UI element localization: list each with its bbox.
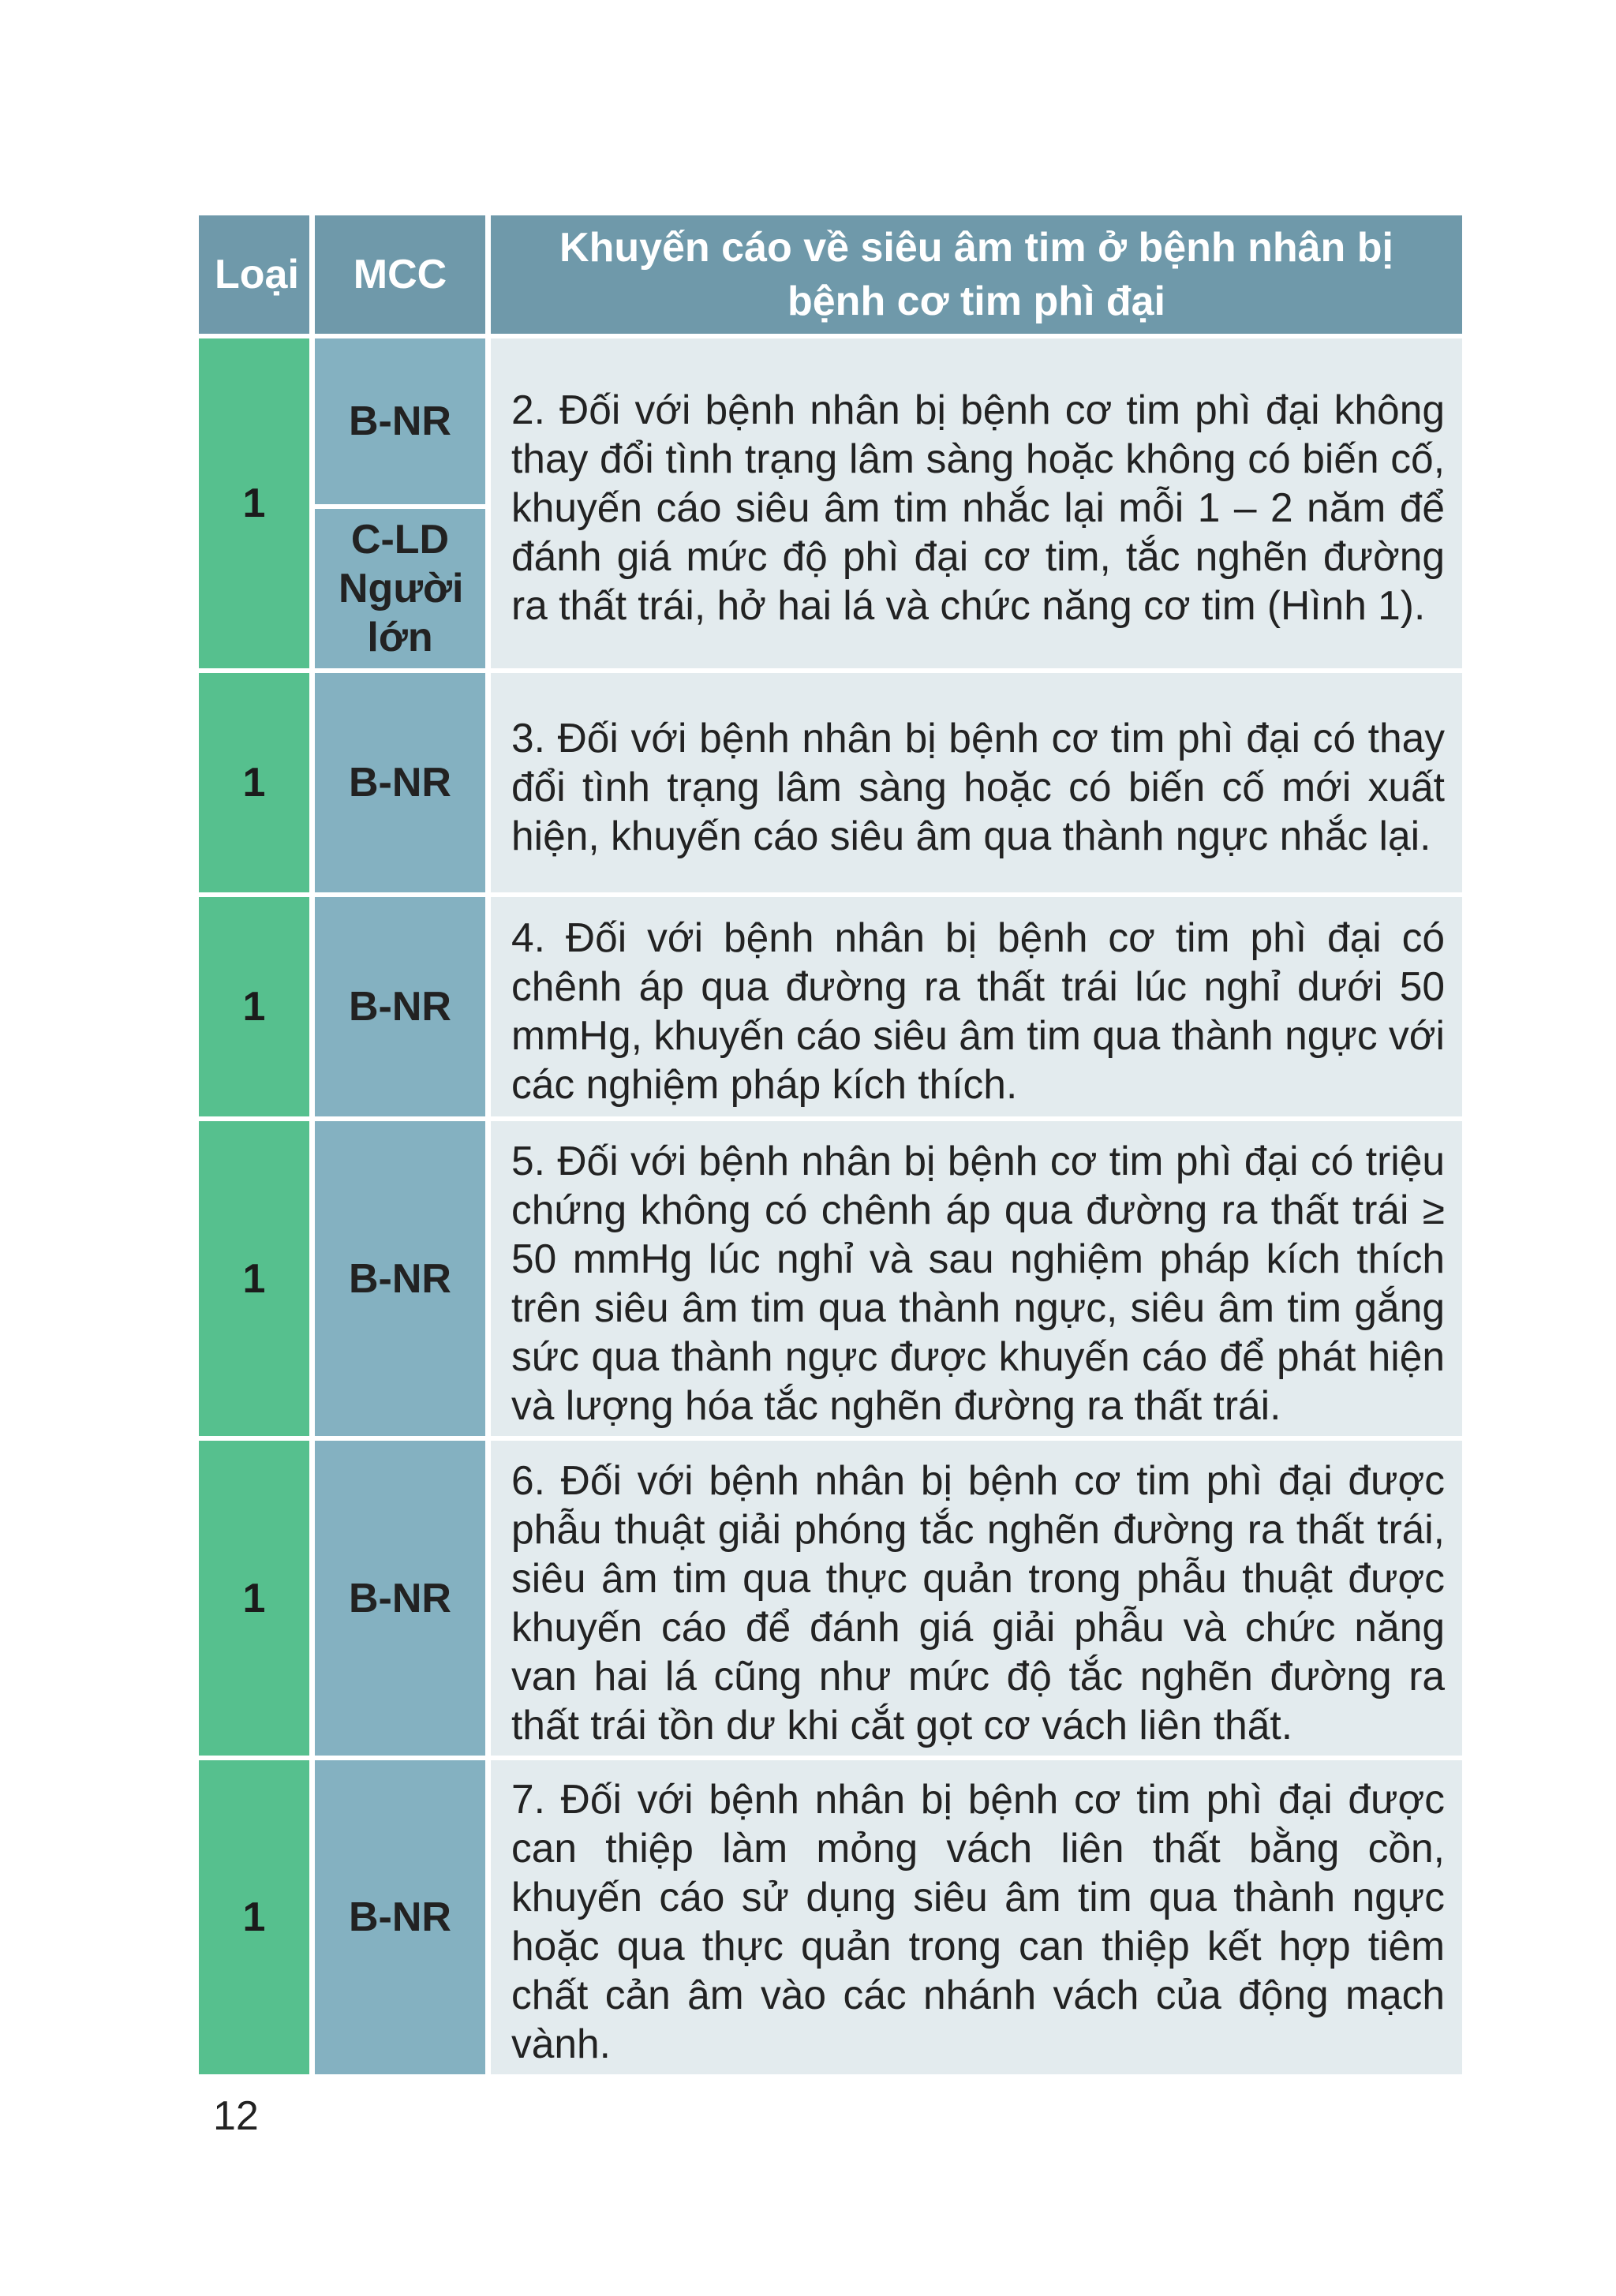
class-cell: 1	[199, 1121, 309, 1436]
loe-cell: C-LD Người lớn	[315, 509, 485, 668]
recommendation-cell: 7. Đối với bệnh nhân bị bệnh cơ tim phì đại được can thiệp làm mỏng vách liên thất bằng cồn, khuyến cáo sử dụng siêu âm tim qua thành ngực hoặc qua thực quản trong can thiệp kết hợp tiêm chất cản âm vào các nhánh vách của động mạch vành.	[491, 1760, 1462, 2074]
loe-cell: B-NR	[315, 338, 485, 504]
class-cell: 1	[199, 1760, 309, 2074]
recommendation-table	[193, 211, 1468, 2079]
page-number: 12	[213, 2093, 259, 2139]
table-row	[199, 1441, 1462, 1756]
loe-cell: B-NR	[315, 897, 485, 1116]
header-class: Loại	[199, 215, 309, 334]
class-cell: 1	[199, 673, 309, 892]
recommendation-cell: 5. Đối với bệnh nhân bị bệnh cơ tim phì đại có triệu chứng không có chênh áp qua đường ra thất trái ≥ 50 mmHg lúc nghỉ và sau nghiệm pháp kích thích trên siêu âm tim qua thành ngực, siêu âm tim gắng sức qua thành ngực được khuyến cáo để phát hiện và lượng hóa tắc nghẽn đường ra thất trái.	[491, 1121, 1462, 1436]
loe-cell: B-NR	[315, 1121, 485, 1436]
recommendation-cell: 3. Đối với bệnh nhân bị bệnh cơ tim phì đại có thay đổi tình trạng lâm sàng hoặc có biến cố mới xuất hiện, khuyến cáo siêu âm qua thành ngực nhắc lại.	[491, 673, 1462, 892]
recommendation-cell: 4. Đối với bệnh nhân bị bệnh cơ tim phì đại có chênh áp qua đường ra thất trái lúc nghỉ dưới 50 mmHg, khuyến cáo siêu âm tim qua thành ngực với các nghiệm pháp kích thích.	[491, 897, 1462, 1116]
loe-cell: B-NR	[315, 1441, 485, 1756]
table-row	[199, 338, 1462, 504]
table-row	[199, 673, 1462, 892]
table-row	[199, 1760, 1462, 2074]
table-header-row	[199, 215, 1462, 334]
class-cell: 1	[199, 338, 309, 668]
table-row	[199, 1121, 1462, 1436]
header-recommendation: Khuyến cáo về siêu âm tim ở bệnh nhân bị bệnh cơ tim phì đại	[491, 215, 1462, 334]
loe-cell: B-NR	[315, 1760, 485, 2074]
table-row	[199, 897, 1462, 1116]
class-cell: 1	[199, 1441, 309, 1756]
header-loe: MCC	[315, 215, 485, 334]
recommendation-cell: 2. Đối với bệnh nhân bị bệnh cơ tim phì đại không thay đổi tình trạng lâm sàng hoặc không có biến cố, khuyến cáo siêu âm tim nhắc lại mỗi 1 – 2 năm để đánh giá mức độ phì đại cơ tim, tắc nghẽn đường ra thất trái, hở hai lá và chức năng cơ tim (Hình 1).	[491, 338, 1462, 668]
class-cell: 1	[199, 897, 309, 1116]
loe-cell: B-NR	[315, 673, 485, 892]
recommendation-cell: 6. Đối với bệnh nhân bị bệnh cơ tim phì đại được phẫu thuật giải phóng tắc nghẽn đường ra thất trái, siêu âm tim qua thực quản trong phẫu thuật được khuyến cáo để đánh giá giải phẫu và chức năng van hai lá cũng như mức độ tắc nghẽn đường ra thất trái tồn dư khi cắt gọt cơ vách liên thất.	[491, 1441, 1462, 1756]
